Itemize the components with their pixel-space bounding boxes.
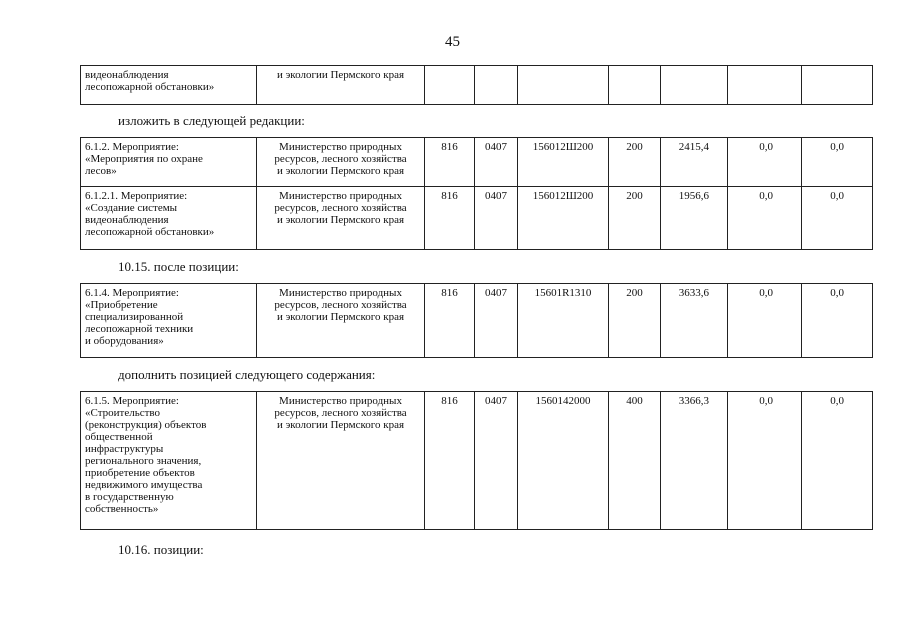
table-added-position — [80, 391, 873, 530]
cell-year3: 0,0 — [802, 392, 873, 530]
cell-amount: 3633,6 — [661, 284, 728, 358]
cell-code: 816 — [425, 284, 475, 358]
cell-code — [425, 66, 475, 105]
table-row — [81, 284, 873, 358]
cell-type — [609, 66, 661, 105]
cell-code: 816 — [425, 138, 475, 187]
table-row — [81, 66, 873, 105]
paragraph-edit-intro: изложить в следующей редакции: — [118, 113, 305, 128]
cell-target: 156012Ш200 — [518, 138, 609, 187]
page-number: 45 — [445, 34, 460, 50]
cell-name: 6.1.2. Мероприятие: «Мероприятия по охране лесов» — [81, 138, 257, 187]
cell-section: 0407 — [475, 284, 518, 358]
cell-code: 816 — [425, 392, 475, 530]
paragraph-after-position: 10.15. после позиции: — [118, 259, 239, 274]
cell-target: 15601R1310 — [518, 284, 609, 358]
table-top — [80, 65, 873, 105]
paragraph-positions: 10.16. позиции: — [118, 542, 204, 557]
cell-year2: 0,0 — [728, 284, 802, 358]
cell-section: 0407 — [475, 392, 518, 530]
cell-name: 6.1.5. Мероприятие: «Строительство (реконструкция) объектов общественной инфраструктуры регионального значения, приобретение объектов недвижимого имущества в государственную собственность» — [81, 392, 257, 530]
table-row — [81, 138, 873, 187]
cell-ministry: Министерство природных ресурсов, лесного хозяйства и экологии Пермского края — [257, 392, 425, 530]
cell-type: 200 — [609, 187, 661, 250]
cell-type: 400 — [609, 392, 661, 530]
cell-ministry: Министерство природных ресурсов, лесного хозяйства и экологии Пермского края — [257, 138, 425, 187]
cell-year2: 0,0 — [728, 392, 802, 530]
table-edited-positions — [80, 137, 873, 250]
cell-amount: 2415,4 — [661, 138, 728, 187]
cell-year3: 0,0 — [802, 187, 873, 250]
cell-amount: 3366,3 — [661, 392, 728, 530]
cell-name: 6.1.4. Мероприятие: «Приобретение специализированной лесопожарной техники и оборудования» — [81, 284, 257, 358]
paragraph-add-position: дополнить позицией следующего содержания: — [118, 367, 376, 382]
cell-year3: 0,0 — [802, 138, 873, 187]
table-row — [81, 187, 873, 250]
cell-year3 — [802, 66, 873, 105]
cell-ministry: и экологии Пермского края — [257, 66, 425, 105]
cell-target: 1560142000 — [518, 392, 609, 530]
cell-section: 0407 — [475, 187, 518, 250]
cell-type: 200 — [609, 284, 661, 358]
cell-section: 0407 — [475, 138, 518, 187]
cell-name: видеонаблюдения лесопожарной обстановки» — [81, 66, 257, 105]
table-row — [81, 392, 873, 530]
table-after-position — [80, 283, 873, 358]
cell-year3: 0,0 — [802, 284, 873, 358]
cell-year2: 0,0 — [728, 138, 802, 187]
cell-target — [518, 66, 609, 105]
cell-section — [475, 66, 518, 105]
cell-code: 816 — [425, 187, 475, 250]
cell-year2: 0,0 — [728, 187, 802, 250]
cell-amount — [661, 66, 728, 105]
cell-year2 — [728, 66, 802, 105]
cell-ministry: Министерство природных ресурсов, лесного хозяйства и экологии Пермского края — [257, 187, 425, 250]
cell-type: 200 — [609, 138, 661, 187]
cell-target: 156012Ш200 — [518, 187, 609, 250]
cell-name: 6.1.2.1. Мероприятие: «Создание системы видеонаблюдения лесопожарной обстановки» — [81, 187, 257, 250]
cell-amount: 1956,6 — [661, 187, 728, 250]
cell-ministry: Министерство природных ресурсов, лесного хозяйства и экологии Пермского края — [257, 284, 425, 358]
